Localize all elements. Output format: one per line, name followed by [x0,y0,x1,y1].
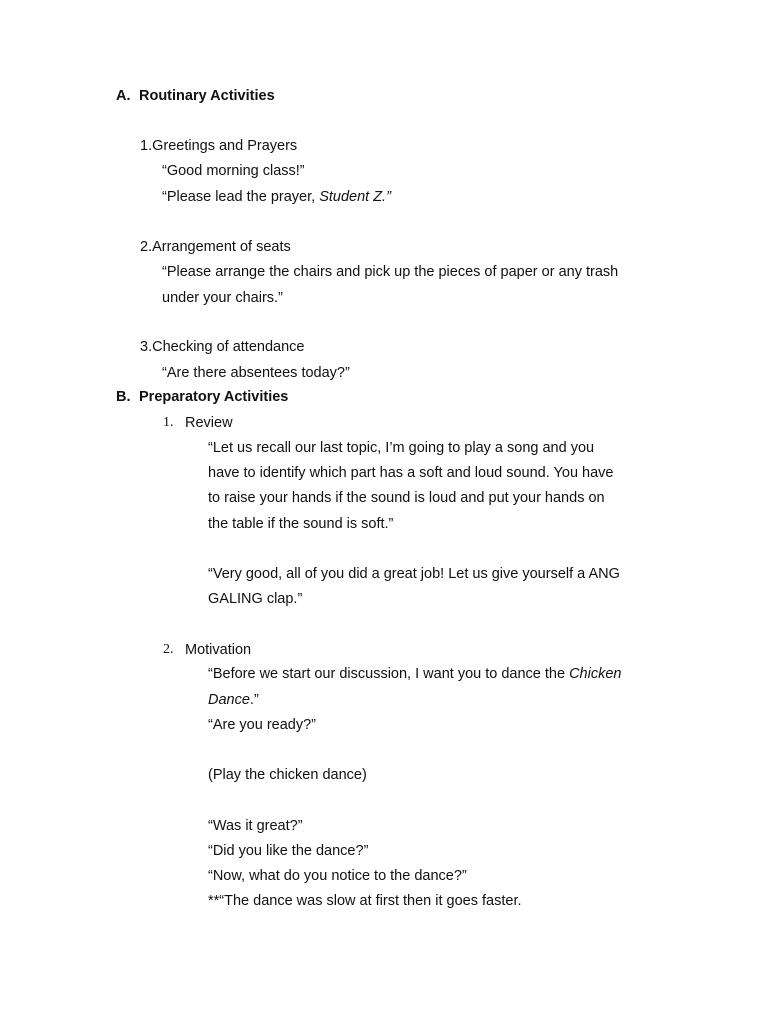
review-paragraph-1-line-2: have to identify which part has a soft and loud sound. You have [208,465,614,481]
motivation-line-4: (Play the chicken dance) [208,767,367,783]
motivation-line-1 [208,665,621,683]
review-paragraph-1-line-1: “Let us recall our last topic, I’m going to play a song and you [208,440,595,456]
seats-heading: 2.Arrangement of seats [140,239,291,255]
section-a-title: Routinary Activities [139,88,275,104]
motivation-line-1-text: “Before we start our discussion, I want you to dance the [208,666,570,682]
motivation-heading: Motivation [185,642,252,658]
review-paragraph-2-line-1: “Very good, all of you did a great job! Let us give yourself a ANG [208,566,620,582]
section-b-title: Preparatory Activities [139,389,289,405]
motivation-line-2-suffix: .” [249,692,259,708]
seats-line-2: under your chairs.” [162,290,283,306]
attendance-heading: 3.Checking of attendance [140,339,305,355]
review-heading: Review [185,415,233,431]
greetings-line-1: “Good morning class!” [162,163,305,179]
greetings-line-2 [162,188,391,206]
section-a-letter: A. [116,88,131,104]
review-number: 1. [163,415,174,430]
student-name: Student Z.” [319,189,391,205]
greetings-heading: 1.Greetings and Prayers [140,138,298,154]
motivation-line-5: “Was it great?” [208,818,303,834]
greetings-line-2-text: “Please lead the prayer, [162,189,320,205]
attendance-line-1: “Are there absentees today?” [162,365,350,381]
chicken-dance-title-part-2: Dance [208,692,250,708]
motivation-line-6: “Did you like the dance?” [208,843,369,859]
motivation-number: 2. [163,642,174,657]
chicken-dance-title-part-1: Chicken [569,666,622,682]
review-paragraph-2-line-2: GALING clap.” [208,591,303,607]
motivation-line-2 [208,691,259,709]
review-paragraph-1-line-4: the table if the sound is soft.” [208,516,394,532]
section-b-letter: B. [116,389,131,405]
seats-line-1: “Please arrange the chairs and pick up the pieces of paper or any trash [162,264,619,280]
review-paragraph-1-line-3: to raise your hands if the sound is loud and put your hands on [208,490,605,506]
motivation-line-7: “Now, what do you notice to the dance?” [208,868,467,884]
motivation-line-3: “Are you ready?” [208,717,316,733]
motivation-line-8: **“The dance was slow at first then it goes faster. [208,893,522,909]
